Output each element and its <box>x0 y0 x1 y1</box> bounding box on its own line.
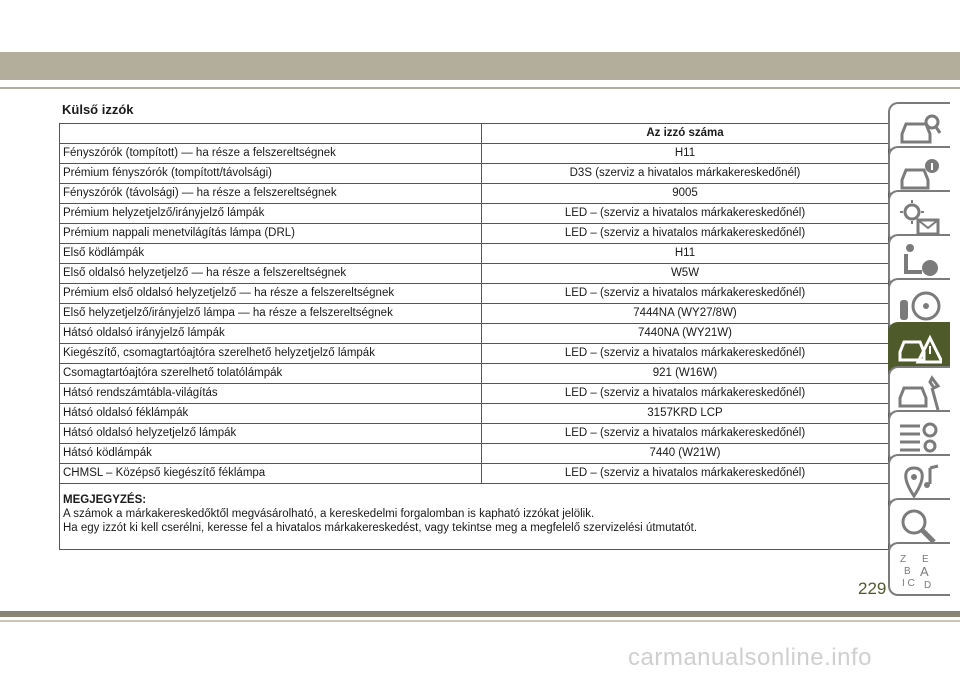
seat-airbag-icon <box>898 242 942 282</box>
bulb-number-cell: LED – (szerviz a hivatalos márkakereskedőnél) <box>482 424 889 444</box>
lamp-name-cell: Fényszórók (tompított) — ha része a felszereltségnek <box>60 144 482 164</box>
note-line: Ha egy izzót ki kell cserélni, keresse fel a hivatalos márkakereskedést, vagy tekintse meg a megfelelő szervizelési útmutatót. <box>63 522 698 534</box>
lamp-name-cell: Hátsó oldalsó helyzetjelző lámpák <box>60 424 482 444</box>
bulb-number-cell: D3S (szerviz a hivatalos márkakereskedőnél) <box>482 164 889 184</box>
table-header-row <box>60 124 889 144</box>
bulb-number-cell: LED – (szerviz a hivatalos márkakereskedőnél) <box>482 344 889 364</box>
table-row <box>60 344 889 364</box>
lamp-name-cell: Prémium első oldalsó helyzetjelző — ha része a felszereltségnek <box>60 284 482 304</box>
svg-text:Z: Z <box>900 554 907 565</box>
list-gear-icon <box>898 418 942 458</box>
table-row <box>60 364 889 384</box>
bulb-number-cell: 9005 <box>482 184 889 204</box>
lamp-name-cell: CHMSL – Középső kiegészítő féklámpa <box>60 464 482 484</box>
bulb-number-cell: LED – (szerviz a hivatalos márkakereskedőnél) <box>482 284 889 304</box>
lamp-name-cell: Kiegészítő, csomagtartóajtóra szerelhető helyzetjelző lámpák <box>60 344 482 364</box>
car-search-icon <box>898 110 942 150</box>
note-row <box>60 484 889 550</box>
lamp-name-cell: Hátsó oldalsó féklámpák <box>60 404 482 424</box>
svg-text:A: A <box>920 564 929 579</box>
bulb-number-cell: 7444NA (WY27/8W) <box>482 304 889 324</box>
table-row <box>60 304 889 324</box>
lamp-name-cell: Hátsó rendszámtábla-világítás <box>60 384 482 404</box>
column-header-bulb-number: Az izzó száma <box>482 124 889 144</box>
footer-rule <box>0 620 960 622</box>
table-row <box>60 184 889 204</box>
watermark: carmanualsonline.info <box>628 644 872 671</box>
lamp-name-cell: Csomagtartóajtóra szerelhető tolatólámpák <box>60 364 482 384</box>
table-row <box>60 384 889 404</box>
svg-text:B: B <box>904 566 911 577</box>
table-row <box>60 324 889 344</box>
bulb-number-cell: W5W <box>482 264 889 284</box>
table-row <box>60 164 889 184</box>
table-row <box>60 444 889 464</box>
table-row <box>60 264 889 284</box>
section-title: Külső izzók <box>62 102 134 117</box>
steering-wheel-key-icon <box>898 286 942 326</box>
note-title: MEGJEGYZÉS: <box>63 494 147 506</box>
lamp-name-cell: Első oldalsó helyzetjelző — ha része a felszereltségnek <box>60 264 482 284</box>
music-navigation-icon <box>898 462 942 502</box>
bulb-table <box>59 123 889 550</box>
page-number: 229 <box>858 579 887 598</box>
svg-text:I C: I C <box>902 578 915 589</box>
table-row <box>60 144 889 164</box>
warning-light-message-icon <box>898 198 942 238</box>
lamp-name-cell: Prémium nappali menetvilágítás lámpa (DRL) <box>60 224 482 244</box>
header-rule <box>0 87 960 89</box>
alphabet-index-icon <box>898 550 942 590</box>
footer-band <box>0 611 960 617</box>
car-info-icon <box>898 154 942 194</box>
bulb-number-cell: LED – (szerviz a hivatalos márkakereskedőnél) <box>482 464 889 484</box>
svg-text:E: E <box>922 554 929 565</box>
bulb-number-cell: LED – (szerviz a hivatalos márkakereskedőnél) <box>482 224 889 244</box>
header-band <box>0 52 960 80</box>
column-header-lamp <box>60 124 482 144</box>
bulb-number-cell: H11 <box>482 144 889 164</box>
bulb-number-cell: 3157KRD LCP <box>482 404 889 424</box>
bulb-number-cell: H11 <box>482 244 889 264</box>
lamp-name-cell: Prémium helyzetjelző/irányjelző lámpák <box>60 204 482 224</box>
magnifier-icon <box>898 506 942 546</box>
note-line: A számok a márkakereskedőktől megvásárolható, a kereskedelmi forgalomban is kapható izzókat jelölik. <box>63 508 595 520</box>
lamp-name-cell: Első helyzetjelző/irányjelző lámpa — ha része a felszereltségnek <box>60 304 482 324</box>
bulb-number-cell: LED – (szerviz a hivatalos márkakereskedőnél) <box>482 384 889 404</box>
table-row <box>60 244 889 264</box>
lamp-name-cell: Hátsó ködlámpák <box>60 444 482 464</box>
bulb-number-cell: LED – (szerviz a hivatalos márkakereskedőnél) <box>482 204 889 224</box>
lamp-name-cell: Első ködlámpák <box>60 244 482 264</box>
note-cell <box>60 484 889 550</box>
lamp-name-cell: Fényszórók (távolsági) — ha része a felszereltségnek <box>60 184 482 204</box>
svg-text:D: D <box>924 580 932 590</box>
table-row <box>60 464 889 484</box>
table-row <box>60 224 889 244</box>
chapter-tab[interactable] <box>888 542 950 596</box>
lamp-name-cell: Hátsó oldalsó irányjelző lámpák <box>60 324 482 344</box>
table-row <box>60 404 889 424</box>
car-warning-triangle-icon <box>898 330 942 370</box>
bulb-number-cell: 7440 (W21W) <box>482 444 889 464</box>
table-row <box>60 424 889 444</box>
bulb-number-cell: 921 (W16W) <box>482 364 889 384</box>
bulb-number-cell: 7440NA (WY21W) <box>482 324 889 344</box>
lamp-name-cell: Prémium fényszórók (tompított/távolsági) <box>60 164 482 184</box>
table-row <box>60 284 889 304</box>
car-tools-icon <box>898 374 942 414</box>
table-row <box>60 204 889 224</box>
